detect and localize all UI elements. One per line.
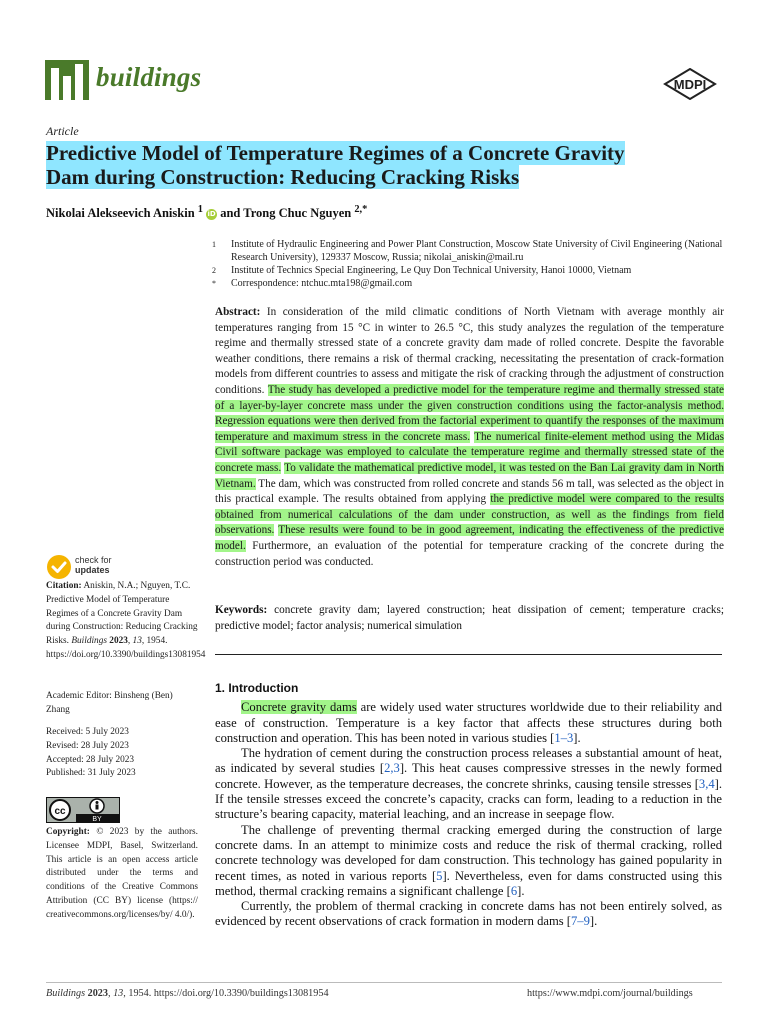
mdpi-logo-text: MDPI bbox=[673, 77, 707, 92]
paragraph: The challenge of preventing thermal cracking emerged during the construction of large concrete dams. In an attempt to minimize costs and reduce the risk of thermal cracking, rolled concrete technology was developed for dam construction. This technology has gained popularity in recent times, as noted in various reports [5]. Nevertheless, even for dams constructed using this method, thermal cracking remains a significant challenge [6]. bbox=[215, 822, 722, 898]
citation-link[interactable]: 7–9 bbox=[571, 914, 590, 929]
check-line-1: check for bbox=[75, 555, 112, 565]
introduction-section bbox=[215, 681, 722, 930]
affiliation-1: 1 Institute of Hydraulic Engineering and Power Plant Construction, Moscow State University of Civil Engineering (National Research University), 129337 Moscow, Russia; nikolai_aniskin@mail.ru bbox=[212, 239, 723, 263]
journal-name: buildings bbox=[96, 62, 202, 92]
copyright-block: Copyright: © 2023 by the authors. Licensee MDPI, Basel, Switzerland. This article is an open access article distributed under the terms and conditions of the Creative Commons Attribution (CC BY) license (https:// creativecommons.org/licenses/by/ 4.0/). bbox=[46, 827, 198, 920]
keywords: Keywords: concrete gravity dam; layered construction; heat dissipation of cement; temperature cracks; predictive model; factor analysis; numerical simulation bbox=[215, 604, 724, 632]
check-line-2: updates bbox=[75, 565, 110, 575]
citation-block: Citation: Aniskin, N.A.; Nguyen, T.C. Predictive Model of Temperature Regimes of a Concrete Gravity Dam during Construction: Reducing Cracking Risks. Buildings 2023, 13, 1954. https://doi.org/10.3390/buildings13081954 bbox=[46, 581, 206, 660]
citation-link[interactable]: 6 bbox=[510, 883, 518, 898]
author-list bbox=[46, 204, 367, 221]
abstract-label: Abstract: bbox=[215, 306, 261, 318]
citation-link[interactable]: 5 bbox=[436, 868, 443, 883]
article-title bbox=[46, 141, 726, 189]
paragraph: The hydration of cement during the construction process releases a substantial amount of heat, as indicated by several studies [2,3]. This heat causes compressive stresses in the newly formed concrete. However, as the temperature decreases, the concrete shrinks, causing tensile stresses [3,4]. If the tensile stresses exceed the concrete’s capacity, cracks can form, leading to a reduction in the structure’s bearing capacity, material leaching, and an increase in seepage flow. bbox=[215, 746, 722, 822]
accepted-date: Accepted: 28 July 2023 bbox=[46, 754, 135, 765]
cc-by-license-icon[interactable] bbox=[46, 797, 120, 823]
article-type: Article bbox=[46, 124, 79, 138]
buildings-logo-icon bbox=[45, 60, 89, 100]
check-for-updates-button[interactable] bbox=[46, 552, 166, 582]
mdpi-logo-icon bbox=[663, 68, 717, 100]
citation-link[interactable]: 1–3 bbox=[554, 730, 574, 745]
section-heading: 1. Introduction bbox=[215, 681, 299, 695]
title-line-2: Dam during Construction: Reducing Cracking Risks bbox=[46, 165, 520, 189]
author-2-affil: 2,* bbox=[354, 204, 368, 215]
author-2[interactable]: Trong Chuc Nguyen bbox=[243, 206, 352, 221]
check-updates-icon bbox=[46, 554, 72, 580]
highlight: the predictive model were compared to the results obtained from numerical calculations of the dam under construction, as well as the findings from field observations. bbox=[215, 493, 725, 537]
affiliations bbox=[212, 238, 732, 290]
paragraph: Concrete gravity dams are widely used water structures worldwide due to their reliability and ease of construction. Temperature is a key factor that affects these structures during both construction and operation. This has been noted in various studies [1–3]. bbox=[215, 700, 723, 745]
highlight: These results were found to be in good agreement, indicating the effectiveness of the predictive model. bbox=[215, 524, 724, 552]
highlight: Concrete gravity dams bbox=[241, 700, 357, 715]
footer-citation: Buildings 2023, 13, 1954. https://doi.org/10.3390/buildings13081954 bbox=[46, 988, 329, 999]
published-date: Published: 31 July 2023 bbox=[46, 768, 136, 779]
received-date: Received: 5 July 2023 bbox=[46, 727, 129, 737]
citation-link[interactable]: 3,4 bbox=[698, 776, 715, 791]
highlight: To validate the mathematical predictive model, it was tested on the Ban Lai gravity dam in North Vietnam. bbox=[215, 461, 724, 490]
paragraph: Currently, the problem of thermal cracking in concrete dams has not been entirely solved, as evidenced by recent observations of crack formation in modern dams [7–9]. bbox=[215, 899, 722, 929]
abstract: Abstract: In consideration of the mild climatic conditions of North Vietnam with average monthly air temperatures ranging from 15 °C in winter to 26.5 °C, this study analyzes the regulation of the temperature regime and thermally stressed state of a concrete gravity dam made of rolled concrete. Despite the favorable weather conditions, there remains a risk of thermal cracking, necessitating the presentation of crack-formation models from different countries to assess and mitigate the risk of cracking through the adjustment of construction conditions. The study has developed a predictive model for the temperature regime and thermally stressed state of a layer-by-layer concrete mass under the given construction conditions using the factor-analysis method. Regression equations were then derived from the factorial experiment to quantify the responses of the maximum temperature and maximum stress in the concrete mass. The numerical finite-element method using the Midas Civil software package was employed to calculate the temperature regime and thermally stressed state of the concrete mass. To validate the mathematical predictive model, it was tested on the Ban Lai gravity dam in North Vietnam. The dam, which was constructed from rolled concrete and stands 56 m tall, was selected as the object in this practical example. The results obtained from applying the predictive model were compared to the results obtained from numerical calculations of the dam under construction, as well as the findings from field observations. These results were found to be in good agreement, indicating the effectiveness of the predictive model. Furthermore, an evaluation of the potential for temperature cracking of the concrete during the construction period was conducted. bbox=[215, 306, 725, 568]
affiliation-2: 2 Institute of Technics Special Engineering, Le Quy Don Technical University, Hanoi 10000, Vietnam bbox=[212, 265, 632, 276]
author-separator: and bbox=[217, 206, 244, 221]
citation-link[interactable]: 2,3 bbox=[384, 761, 400, 776]
revised-date: Revised: 28 July 2023 bbox=[46, 740, 129, 751]
correspondence: * Correspondence: ntchuc.mta198@gmail.com bbox=[212, 278, 413, 289]
dates-block bbox=[46, 726, 198, 781]
highlight: The numerical finite-element method using the Midas Civil software package was employed to calculate the temperature regime and thermally stressed state of the concrete mass. bbox=[215, 430, 724, 474]
academic-editor: Academic Editor: Binsheng (Ben) Zhang bbox=[46, 691, 173, 715]
author-1-affil: 1 bbox=[197, 204, 203, 215]
highlight: Regression equations were then derived from the factorial experiment to quantify the responses of the maximum temperature and maximum stress in the concrete mass. bbox=[215, 415, 724, 443]
footer-divider bbox=[46, 982, 722, 983]
author-1[interactable]: Nikolai Alekseevich Aniskin bbox=[46, 206, 195, 221]
orcid-icon[interactable]: iD bbox=[207, 210, 216, 219]
footer-journal-url[interactable]: https://www.mdpi.com/journal/buildings bbox=[527, 988, 693, 999]
cc-by-text: BY bbox=[92, 816, 102, 823]
highlight: The study has developed a predictive model for the temperature regime and thermally stressed state of a layer-by-layer concrete mass under the given construction conditions using the factor-analysis method. bbox=[215, 383, 724, 412]
keywords-label: Keywords: bbox=[215, 604, 268, 616]
title-line-1: Predictive Model of Temperature Regimes of a Concrete Gravity bbox=[46, 141, 625, 165]
svg-text:cc: cc bbox=[54, 806, 66, 817]
section-divider bbox=[215, 654, 722, 655]
